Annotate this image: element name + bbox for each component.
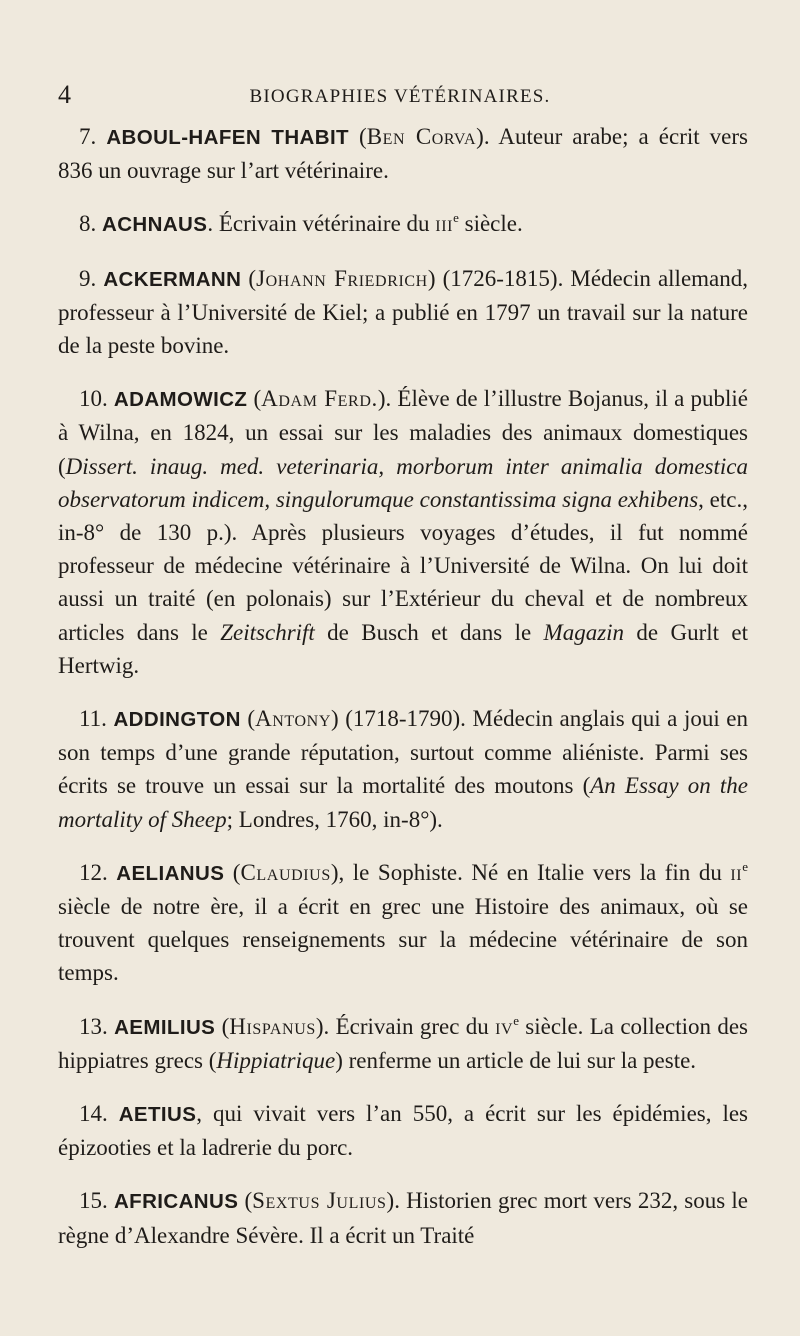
entry-name: ADDINGTON [113, 708, 241, 732]
entry-name: ACHNAUS [102, 213, 208, 237]
entry-text: ; Londres, 1760, in-8°). [226, 806, 443, 832]
entry-text: ). Écrivain grec du [315, 1013, 496, 1039]
small-caps-text: iii [435, 211, 454, 237]
biography-entry [58, 120, 748, 187]
entry-number: 11. [79, 706, 114, 732]
entry-name: ABOUL-HAFEN THABIT [106, 126, 349, 149]
biography-entry [58, 207, 748, 241]
entry-text: ). Auteur arabe; a écrit vers 836 un ouvrage sur l’art vétérinaire. [58, 124, 748, 184]
entry-text: ) (1726-1815). Médecin allemand, professeur à l’Université de Kiel; a publié en 1797 un travail sur la nature de la peste bovine. [58, 265, 749, 359]
entry-text: siècle. [458, 211, 523, 237]
entry-text: siècle de notre ère, il a écrit en grec une Histoire des animaux, où se trouvent quelques renseignements sur la médecine vétérinaire de son temps. [58, 894, 748, 986]
entry-number: 8. [79, 211, 102, 237]
biography-entry [58, 1184, 748, 1251]
running-title: BIOGRAPHIES VÉTÉRINAIRES. [249, 86, 551, 107]
italic-title: Zeitschrift [220, 619, 315, 645]
biography-entries [58, 120, 748, 1272]
entry-number: 12. [79, 859, 117, 885]
entry-text: ) renferme un article de lui sur la peste. [335, 1047, 697, 1073]
entry-name: ACKERMANN [103, 267, 242, 291]
entry-number: 14. [79, 1101, 119, 1127]
entry-number: 15. [79, 1188, 114, 1214]
entry-number: 13. [79, 1013, 115, 1039]
superscript: e [453, 210, 459, 226]
small-caps-text: Hispanus [229, 1013, 316, 1039]
entry-text: de Busch et dans le [314, 619, 544, 645]
entry-number: 9. [79, 265, 104, 291]
entry-name: AEMILIUS [114, 1015, 216, 1039]
small-caps-text: Claudius [240, 859, 331, 885]
entry-text: siècle. La collection des hippiatres grecs ( [58, 1013, 748, 1073]
entry-text: ). Historien grec mort vers 232, sous le règne d’Alexandre Sévère. Il a écrit un Traité [58, 1188, 748, 1248]
entry-text: ). Élève de l’illustre Bojanus, il a publié à Wilna, en 1824, un essai sur les maladies des animaux domestiques ( [58, 386, 748, 479]
small-caps-text: Sextus Julius [252, 1188, 387, 1214]
entry-text: , etc., in-8° de 130 p.). Après plusieurs voyages d’études, il fut nommé professeur de médecine vétérinaire à l’Université de Wilna. On lui doit aussi un traité (en polonais) sur l’Extérieur du cheval et de nombreux articles dans le [58, 486, 748, 645]
italic-title: An Essay on the mortality of Sheep [58, 773, 748, 832]
biography-entry [58, 1010, 748, 1077]
entry-text: ), le Sophiste. Né en Italie vers la fin du [330, 859, 731, 885]
biography-entry [58, 262, 748, 363]
italic-title: Magazin [543, 619, 625, 645]
small-caps-text: Antony [255, 706, 331, 732]
superscript: e [742, 858, 748, 874]
small-caps-text: Ben Corva [366, 124, 477, 149]
entry-number: 7. [79, 124, 107, 149]
small-caps-text: Johann Friedrich [256, 265, 428, 291]
entry-text: ( [238, 1188, 253, 1214]
small-caps-text: Adam Ferd. [261, 386, 378, 412]
entry-text: ( [224, 859, 241, 885]
entry-name: AETIUS [118, 1103, 197, 1127]
entry-number: 10. [79, 386, 114, 412]
entry-text: ( [247, 386, 262, 412]
entry-text: ) (1718-1790). Médecin anglais qui a joui en son temps d’une grande réputation, surtout comme aliéniste. Parmi ses écrits se trouve un essai sur la mortalité des moutons ( [58, 706, 748, 799]
entry-name: AFRICANUS [113, 1190, 239, 1214]
biography-entry [58, 702, 748, 836]
entry-text: , qui vivait vers l’an 550, a écrit sur les épidémies, les épizooties et la ladrerie du porc. [58, 1101, 748, 1161]
italic-title: Hippiatrique [216, 1047, 336, 1073]
entry-text: ( [215, 1013, 230, 1039]
biography-entry [58, 1097, 748, 1164]
entry-text: ( [348, 124, 367, 149]
entry-name: ADAMOWICZ [113, 388, 248, 412]
entry-text: de Gurlt et Hertwig. [58, 619, 748, 678]
small-caps-text: iv [495, 1013, 514, 1039]
entry-text: ( [241, 265, 257, 291]
biography-entry [58, 856, 748, 990]
entry-name: AELIANUS [116, 861, 225, 885]
entry-text: ( [240, 706, 256, 732]
superscript: e [513, 1012, 519, 1028]
page-header [0, 82, 800, 112]
small-caps-text: ii [730, 859, 743, 885]
page-number: 4 [58, 80, 71, 109]
biography-entry [58, 382, 748, 682]
entry-text: . Écrivain vétérinaire du [207, 211, 436, 237]
italic-title: Dissert. inaug. med. veterinaria, morborum inter animalia domestica observatorum indicem, singulorumque constantissima signa exhibens [58, 453, 748, 512]
